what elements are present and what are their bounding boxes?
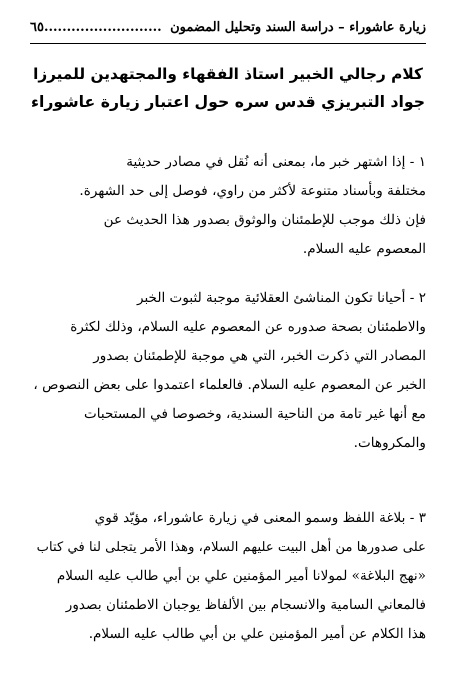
paragraph-3 bbox=[30, 504, 426, 649]
paragraph-line: مختلفة وبأسناد متنوعة لأكثر من راوي، فوصل إلى حد الشهرة. bbox=[79, 183, 426, 199]
section-heading-line-1: كلام رجالي الخبير استاذ الفقهاء والمجتهدين للميرزا bbox=[33, 65, 423, 83]
paragraph-line: ٢ - أحيانا تكون المناشئ العقلائية موجبة لثبوت الخبر bbox=[136, 290, 426, 306]
paragraph-line: على صدورها من أهل البيت عليهم السلام، وهذا الأمر يتجلى لنا في كتاب bbox=[36, 540, 426, 555]
paragraph-line: هذا الكلام عن أمير المؤمنين علي بن أبي طالب عليه السلام. bbox=[88, 626, 426, 642]
paragraph-line: ١ - إذا اشتهر خبر ما، بمعنى أنه نُقل في مصادر حديثية bbox=[126, 154, 426, 170]
paragraph-line: والمكروهات. bbox=[353, 435, 426, 451]
section-heading-line-2: جواد التبريزي قدس سره حول اعتبار زيارة عاشوراء bbox=[30, 92, 426, 111]
paragraph-1 bbox=[30, 148, 426, 264]
paragraph-line: والاطمئنان بصحة صدوره عن المعصوم عليه السلام، وذلك لكثرة bbox=[70, 319, 426, 335]
running-header-title: زيارة عاشوراء – دراسة السند وتحليل المضمون bbox=[170, 20, 426, 35]
section-heading bbox=[30, 60, 426, 116]
running-header bbox=[30, 16, 426, 40]
paragraph-line: فالمعاني السامية والانسجام بين الألفاظ يوجبان الاطمئنان بصدور bbox=[65, 597, 426, 613]
paragraph-line: الخبر عن المعصوم عليه السلام. فالعلماء اعتمدوا على بعض النصوص ، bbox=[33, 377, 426, 393]
paragraph-2 bbox=[30, 284, 426, 458]
paragraph-line: فإن ذلك موجب للإطمئنان والوثوق بصدور هذا الحديث عن bbox=[103, 212, 426, 228]
paragraph-line: المصادر التي ذكرت الخبر، التي هي موجبة للإطمئنان بصدور bbox=[93, 348, 426, 364]
paragraph-line: «نهج البلاغة» لمولانا أمير المؤمنين علي بن أبي طالب عليه السلام bbox=[56, 568, 426, 584]
page-number: ٦٥.......................... bbox=[30, 20, 162, 35]
header-divider bbox=[30, 43, 426, 44]
paragraph-line: المعصوم عليه السلام. bbox=[302, 241, 426, 257]
paragraph-line: ٣ - بلاغة اللفظ وسمو المعنى في زيارة عاشوراء، مؤيّد قوي bbox=[94, 510, 426, 526]
paragraph-line: مع أنها غير تامة من الناحية السندية، وخصوصا في المستحبات bbox=[83, 406, 426, 422]
